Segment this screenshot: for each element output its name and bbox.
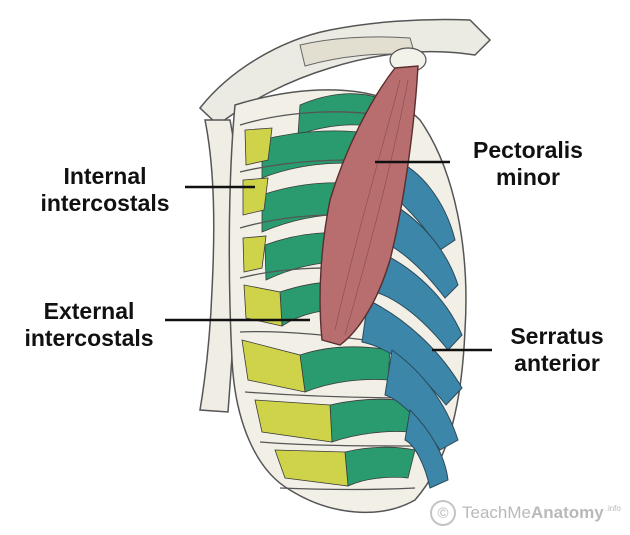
label-internal-intercostals-line1: Internal	[63, 163, 147, 189]
copyright-icon: ©	[430, 500, 456, 526]
teachmeanatomy-watermark	[430, 500, 621, 526]
label-external-intercostals-line2: intercostals	[24, 325, 154, 351]
label-external-intercostals	[14, 298, 164, 352]
label-internal-intercostals	[30, 163, 180, 217]
label-pectoralis-minor	[458, 137, 598, 191]
label-serratus-anterior-line1: Serratus	[510, 323, 604, 349]
label-serratus-anterior	[497, 323, 617, 377]
label-pectoralis-minor-line1: Pectoralis	[473, 137, 583, 163]
label-internal-intercostals-line2: intercostals	[40, 190, 170, 216]
label-serratus-anterior-line2: anterior	[514, 350, 600, 376]
watermark-text: TeachMeAnatomy $^{.info}$	[462, 503, 621, 522]
label-pectoralis-minor-line2: minor	[496, 164, 560, 190]
label-external-intercostals-line1: External	[43, 298, 135, 324]
